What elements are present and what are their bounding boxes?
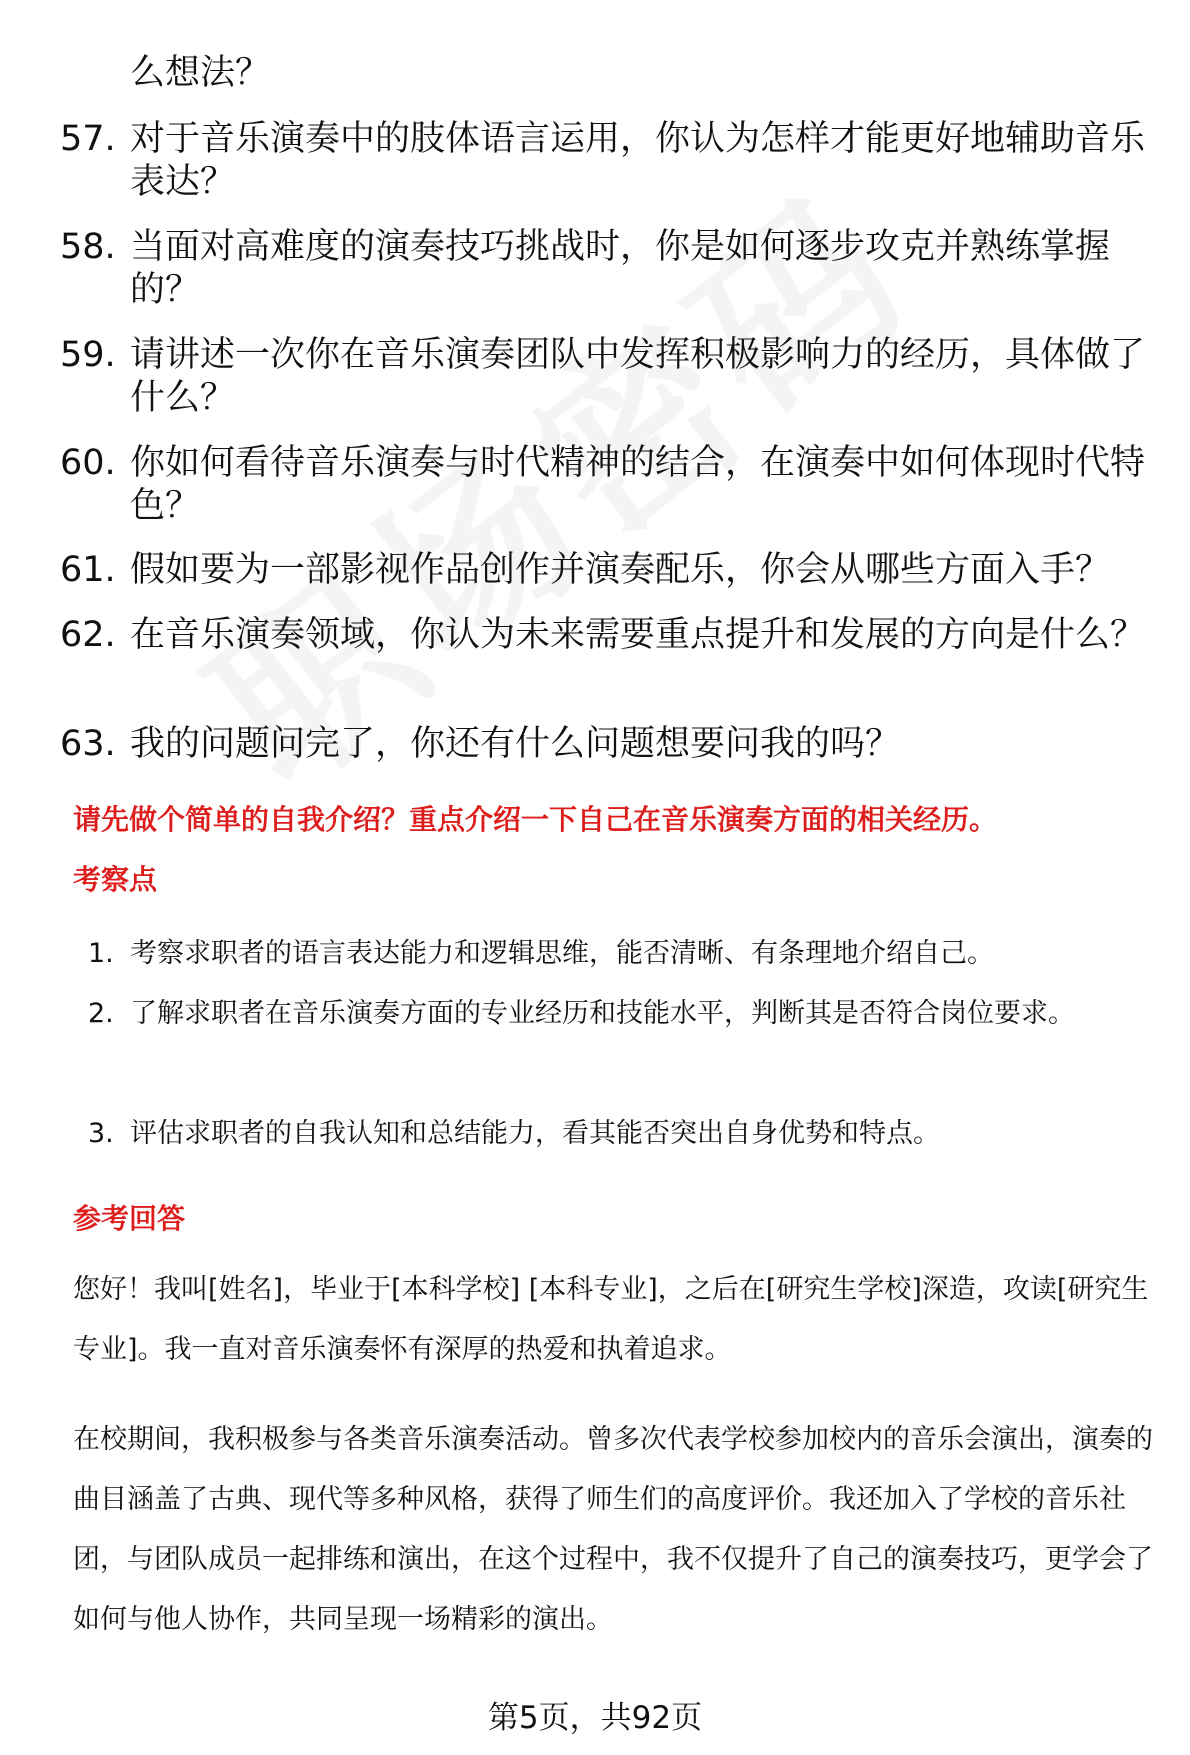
list-item-text: 评估求职者的自我认知和总结能力，看其能否突出自身优势和特点。 <box>130 1118 940 1149</box>
question-text: 你如何看待音乐演奏与时代精神的结合，在演奏中如何体现时代特色？ <box>130 443 1146 526</box>
list-item <box>88 924 1138 984</box>
list-item <box>88 984 1138 1044</box>
question-number: 60. <box>60 443 116 483</box>
question-item <box>60 226 1160 312</box>
list-item-number: 3. <box>88 1118 114 1149</box>
question-item <box>60 549 1160 592</box>
question-item <box>60 52 1160 95</box>
list-item-number: 2. <box>88 998 114 1029</box>
question-text: 假如要为一部影视作品创作并演奏配乐，你会从哪些方面入手？ <box>130 550 1111 590</box>
list-item-text: 考察求职者的语言表达能力和逻辑思维，能否清晰、有条理地介绍自己。 <box>130 938 994 969</box>
page-footer: 第5页，共92页 <box>487 1700 703 1736</box>
question-number: 57. <box>60 119 116 159</box>
answer-paragraph: 在校期间，我积极参与各类音乐演奏活动。曾多次代表学校参加校内的音乐会演出，演奏的曲目涵盖了古典、现代等多种风格，获得了师生们的高度评价。我还加入了学校的音乐社团，与团队成员一起排练和演出，在这个过程中，我不仅提升了自己的演奏技巧，更学会了如何与他人协作，共同呈现一场精彩的演出。 <box>73 1424 1153 1635</box>
question-text: 在音乐演奏领域，你认为未来需要重点提升和发展的方向是什么？ <box>130 615 1146 655</box>
question-item <box>60 442 1160 528</box>
question-text: 对于音乐演奏中的肢体语言运用，你认为怎样才能更好地辅助音乐表达？ <box>130 119 1146 202</box>
section-heading-points: 考察点 <box>73 863 158 896</box>
question-number: 63. <box>60 724 116 764</box>
question-text: 我的问题问完了，你还有什么问题想要问我的吗？ <box>130 724 901 764</box>
question-text: 当面对高难度的演奏技巧挑战时，你是如何逐步攻克并熟练掌握的？ <box>130 227 1111 310</box>
question-number: 58. <box>60 227 116 267</box>
list-item <box>88 1104 1138 1164</box>
question-item <box>60 334 1160 420</box>
list-item-text: 了解求职者在音乐演奏方面的专业经历和技能水平，判断其是否符合岗位要求。 <box>130 998 1075 1029</box>
question-item <box>60 118 1160 204</box>
question-number: 61. <box>60 550 116 590</box>
question-item <box>60 614 1160 657</box>
answer-paragraph: 您好！我叫[姓名]，毕业于[本科学校] [本科专业]，之后在[研究生学校]深造，攻读[研究生专业]。我一直对音乐演奏怀有深厚的热爱和执着追求。 <box>73 1274 1149 1365</box>
list-item-number: 1. <box>88 938 114 969</box>
question-text: 请讲述一次你在音乐演奏团队中发挥积极影响力的经历，具体做了什么？ <box>130 335 1146 418</box>
question-number: 59. <box>60 335 116 375</box>
question-item <box>60 723 1160 766</box>
question-number: 62. <box>60 615 116 655</box>
main-question-heading: 请先做个简单的自我介绍？重点介绍一下自己在音乐演奏方面的相关经历。 <box>73 803 998 836</box>
section-heading-answer: 参考回答 <box>73 1202 186 1235</box>
question-text: 么想法？ <box>130 53 271 93</box>
